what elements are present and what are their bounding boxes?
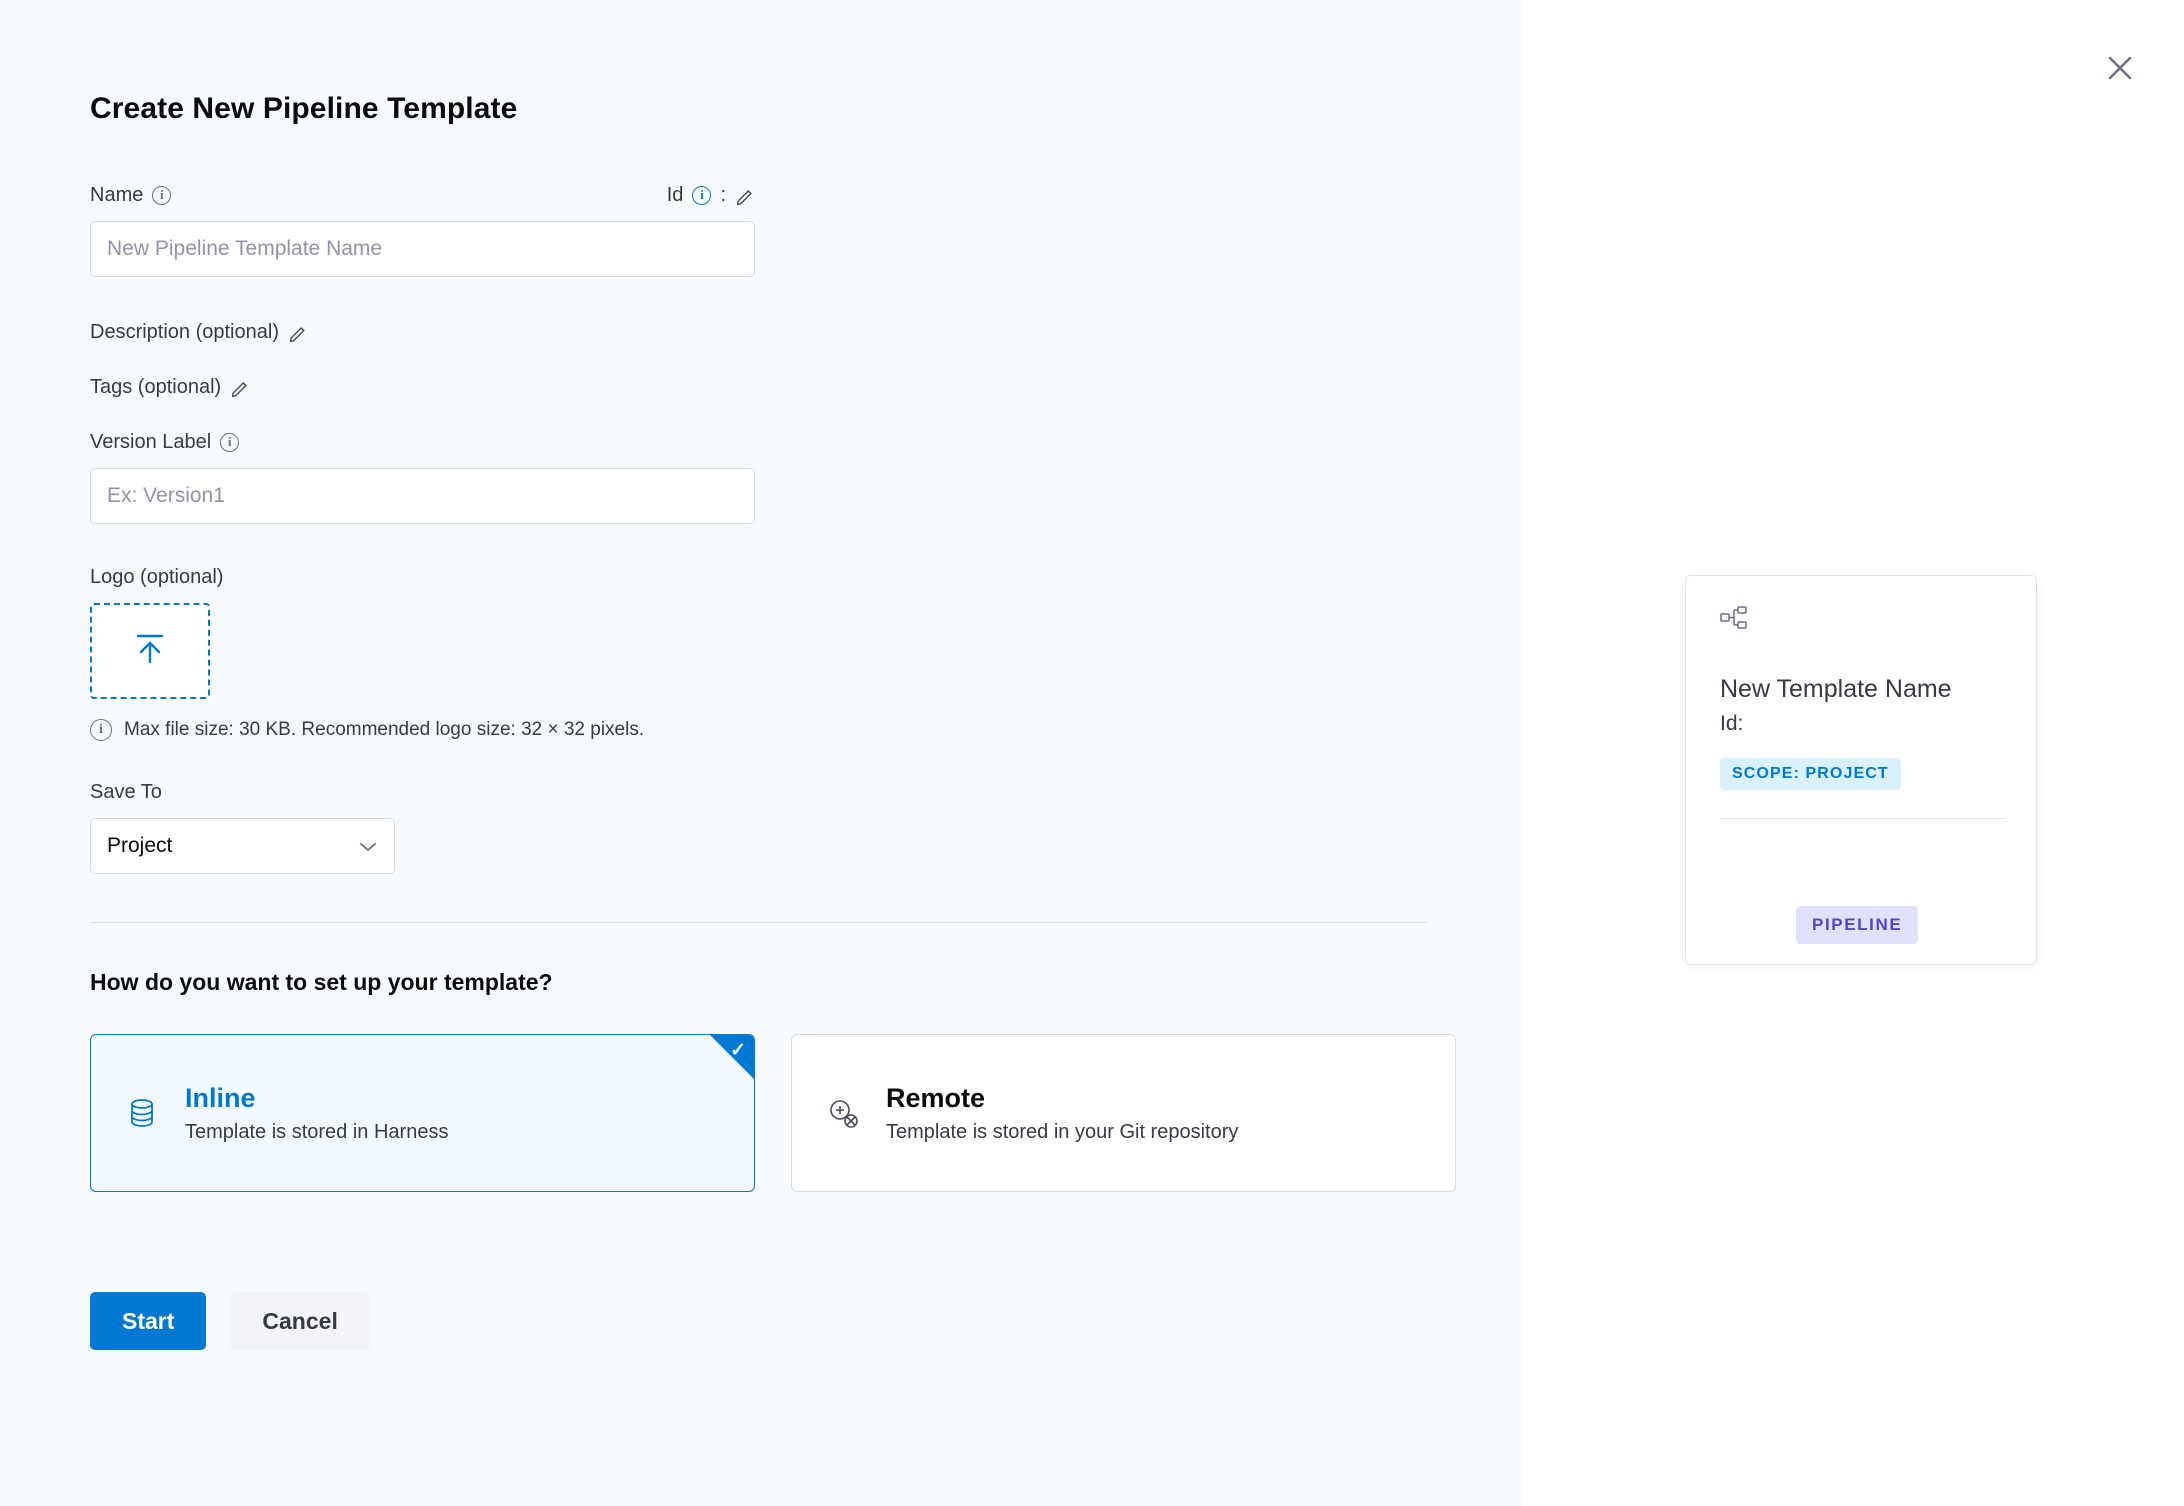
logo-upload-dropzone[interactable] bbox=[90, 603, 210, 699]
template-nodes-icon bbox=[1720, 619, 1750, 636]
name-label bbox=[90, 184, 171, 207]
preview-template-id: Id: bbox=[1720, 712, 1744, 735]
id-separator: : bbox=[720, 184, 726, 206]
id-group bbox=[667, 184, 755, 207]
save-to-select[interactable] bbox=[90, 818, 395, 874]
id-label: Id bbox=[666, 184, 684, 206]
info-icon: i bbox=[90, 719, 112, 741]
save-to-selected-value: Project bbox=[107, 834, 173, 857]
divider bbox=[90, 922, 1427, 923]
description-label-text: Description (optional) bbox=[90, 321, 279, 343]
setup-option-text bbox=[185, 1083, 448, 1144]
footer-actions bbox=[90, 1292, 1522, 1350]
setup-option-subtitle: Template is stored in your Git repository bbox=[886, 1120, 1239, 1143]
close-icon[interactable] bbox=[2098, 46, 2142, 90]
database-icon bbox=[125, 1096, 159, 1130]
preview-divider bbox=[1720, 818, 2006, 819]
cancel-button[interactable]: Cancel bbox=[230, 1292, 369, 1350]
preview-template-name: New Template Name bbox=[1720, 675, 1952, 703]
type-badge: PIPELINE bbox=[1796, 906, 1918, 944]
info-icon[interactable]: i bbox=[220, 433, 239, 452]
info-icon[interactable]: i bbox=[152, 186, 171, 205]
template-preview-card bbox=[1685, 575, 2037, 965]
name-input[interactable] bbox=[90, 221, 755, 277]
pencil-icon[interactable] bbox=[735, 186, 755, 206]
upload-icon bbox=[128, 627, 172, 676]
tags-label-text: Tags (optional) bbox=[90, 376, 222, 398]
name-id-row bbox=[90, 184, 755, 207]
logo-hint bbox=[90, 719, 1522, 741]
start-button[interactable]: Start bbox=[90, 1292, 206, 1350]
version-label-text: Version Label bbox=[90, 431, 212, 453]
git-repository-icon bbox=[826, 1096, 860, 1130]
preview-pane bbox=[1522, 0, 2184, 1506]
save-to-select-wrap bbox=[90, 818, 395, 874]
setup-option-title: Inline bbox=[185, 1082, 256, 1113]
logo-label-text: Logo (optional) bbox=[90, 566, 224, 588]
logo-hint-text: Max file size: 30 KB. Recommended logo size: 32 × 32 pixels. bbox=[124, 719, 645, 740]
name-label-text: Name bbox=[90, 184, 144, 206]
scope-badge: SCOPE: PROJECT bbox=[1720, 758, 1901, 790]
save-to-label-text: Save To bbox=[90, 781, 162, 803]
setup-option-remote[interactable] bbox=[791, 1034, 1456, 1192]
page-title: Create New Pipeline Template bbox=[90, 92, 518, 125]
logo-label bbox=[90, 566, 1522, 589]
setup-option-title: Remote bbox=[886, 1082, 986, 1113]
description-label bbox=[90, 321, 1522, 344]
setup-option-inline[interactable] bbox=[90, 1034, 755, 1192]
tags-label bbox=[90, 376, 1522, 399]
pencil-icon[interactable] bbox=[288, 323, 308, 343]
pencil-icon[interactable] bbox=[230, 378, 250, 398]
setup-options bbox=[90, 1034, 1522, 1192]
info-icon[interactable]: i bbox=[692, 186, 711, 205]
save-to-label bbox=[90, 781, 1522, 804]
setup-question: How do you want to set up your template? bbox=[90, 969, 553, 995]
check-icon: ✓ bbox=[730, 1040, 746, 1061]
version-label-label bbox=[90, 431, 1522, 454]
version-label-input[interactable] bbox=[90, 468, 755, 524]
setup-option-text bbox=[886, 1083, 1238, 1144]
setup-option-subtitle: Template is stored in Harness bbox=[185, 1120, 449, 1143]
